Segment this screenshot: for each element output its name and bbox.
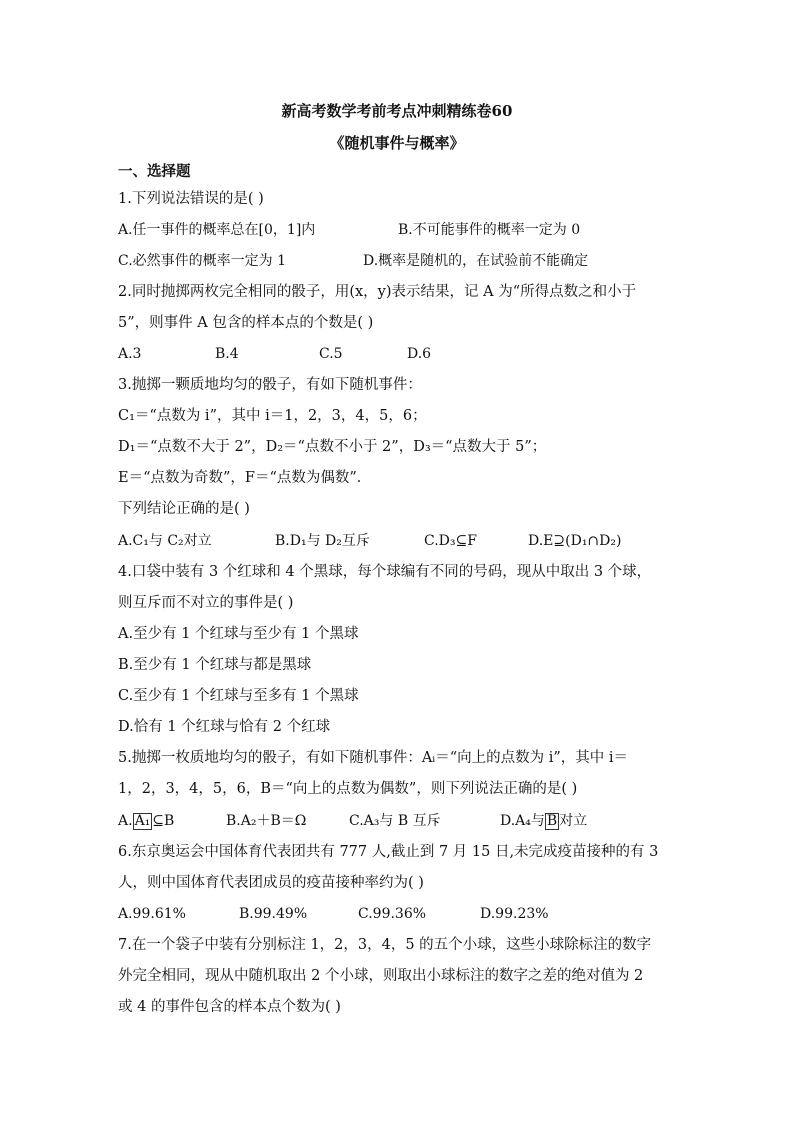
option-d-boxed-symbol: B — [546, 813, 558, 829]
question-3-stem-line-5: 下列结论正确的是( ) — [118, 501, 250, 517]
question-7-stem-line-2: 外完全相同，现从中随机取出 2 个小球，则取出小球标注的数字之差的绝对值为 2 — [118, 968, 644, 984]
option-a: A.任一事件的概率总在[0，1]内 — [118, 222, 316, 238]
question-6-stem-line-2: 人，则中国体育代表团成员的疫苗接种率约为( ) — [118, 875, 424, 891]
option-c: C.必然事件的概率一定为 1 — [118, 253, 287, 269]
option-d: D.99.23% — [480, 906, 549, 922]
option-d: D.6 — [407, 346, 432, 362]
option-a-suffix: ⊆B — [152, 813, 175, 829]
question-1-options-row-1 — [118, 219, 718, 241]
question-4-option-b: B.至少有 1 个红球与都是黑球 — [118, 657, 312, 673]
question-4-stem-line-1: 4.口袋中装有 3 个红球和 4 个黑球，每个球编有不同的号码，现从中取出 3 个球， — [118, 564, 652, 580]
document-title: 新高考数学考前考点冲刺精练卷60 — [281, 102, 513, 120]
question-2-options — [118, 343, 718, 365]
question-3-stem-line-1: 3.抛掷一颗质地均匀的骰子，有如下随机事件： — [118, 377, 422, 393]
question-5-stem-line-1: 5.抛掷一枚质地均匀的骰子，有如下随机事件：Aᵢ＝“向上的点数为 i”，其中 i＝ — [118, 750, 629, 766]
question-4-option-d: D.恰有 1 个红球与恰有 2 个红球 — [118, 719, 331, 735]
question-1-stem: 1.下列说法错误的是( ) — [118, 191, 264, 207]
option-b: B.不可能事件的概率一定为 0 — [398, 222, 581, 238]
question-3-options — [118, 530, 718, 552]
option-c: C.D₃⊆F — [424, 533, 477, 549]
option-a: A.C₁与 C₂对立 — [118, 533, 212, 549]
question-4-option-c: C.至少有 1 个红球与至多有 1 个黑球 — [118, 688, 359, 704]
question-2-stem-line-1: 2.同时抛掷两枚完全相同的骰子，用(x，y)表示结果，记 A 为“所得点数之和小于 — [118, 284, 637, 300]
option-b: B.99.49% — [239, 906, 308, 922]
question-2-stem-line-2: 5”，则事件 A 包含的样本点的个数是( ) — [118, 315, 374, 331]
option-a-boxed-symbol: A₁ — [134, 813, 151, 829]
option-d — [500, 810, 587, 832]
option-a — [118, 810, 174, 832]
option-c: C.99.36% — [358, 906, 427, 922]
option-d-suffix: 对立 — [559, 813, 588, 829]
option-a: A.99.61% — [118, 906, 186, 922]
question-6-stem-line-1: 6.东京奥运会中国体育代表团共有 777 人,截止到 7 月 15 日,未完成疫苗接种的有 3 — [118, 844, 659, 860]
question-1-options-row-2 — [118, 250, 718, 272]
option-c: C.A₃与 B 互斥 — [349, 813, 441, 829]
option-b: B.A₂＋B＝Ω — [226, 813, 307, 829]
option-d: D.概率是随机的，在试验前不能确定 — [363, 253, 589, 269]
question-6-options — [118, 903, 718, 925]
question-5-options — [118, 810, 718, 832]
option-a-prefix: A. — [118, 813, 133, 829]
option-d: D.E⊇(D₁∩D₂) — [528, 533, 622, 549]
question-3-stem-line-2: C₁＝“点数为 i”，其中 i＝1，2，3，4，5，6； — [118, 408, 427, 424]
question-7-stem-line-3: 或 4 的事件包含的样本点个数为( ) — [118, 999, 341, 1015]
option-d-prefix: D.A₄与 — [500, 813, 545, 829]
section-heading: 一、选择题 — [118, 163, 191, 180]
question-7-stem-line-1: 7.在一个袋子中装有分别标注 1，2，3，4，5 的五个小球，这些小球除标注的数字 — [118, 937, 652, 953]
question-4-option-a: A.至少有 1 个红球与至少有 1 个黑球 — [118, 626, 359, 642]
document-subtitle: 《随机事件与概率》 — [329, 134, 465, 152]
option-a: A.3 — [118, 346, 142, 362]
option-b: B.4 — [215, 346, 239, 362]
question-3-stem-line-4: E＝“点数为奇数”，F＝“点数为偶数”． — [118, 470, 372, 486]
question-3-stem-line-3: D₁＝“点数不大于 2”，D₂＝“点数不小于 2”，D₃＝“点数大于 5”； — [118, 439, 547, 455]
question-4-stem-line-2: 则互斥而不对立的事件是( ) — [118, 595, 294, 611]
option-c: C.5 — [319, 346, 343, 362]
option-b: B.D₁与 D₂互斥 — [275, 533, 370, 549]
question-5-stem-line-2: 1，2，3，4，5，6，B＝“向上的点数为偶数”，则下列说法正确的是( ) — [118, 781, 578, 797]
